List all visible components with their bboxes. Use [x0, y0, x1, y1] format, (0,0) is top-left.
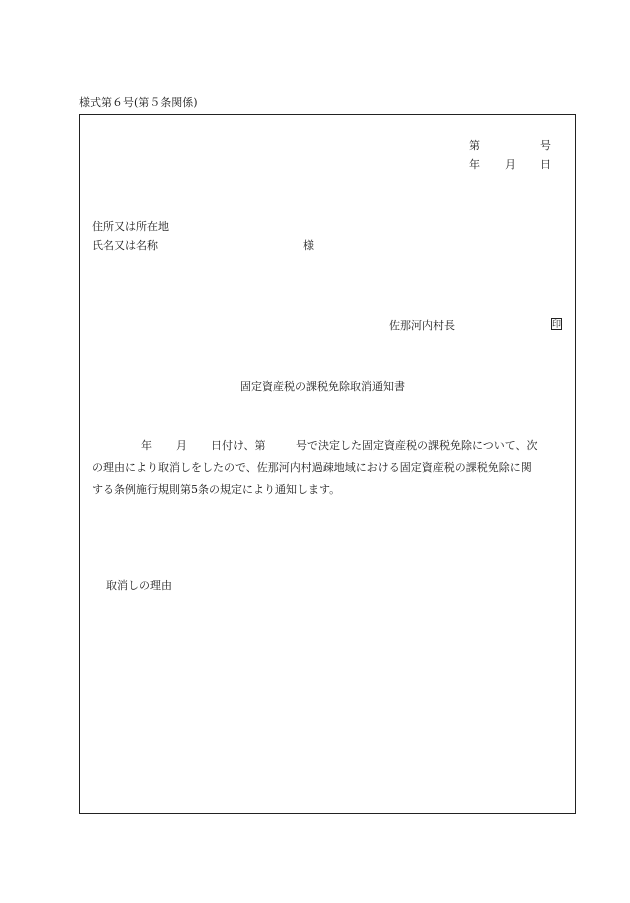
body-line3: する条例施行規則第5条の規定により通知します。 [92, 483, 341, 496]
date-year: 年 [469, 158, 480, 171]
form-number-label: 様式第６号(第５条関係) [79, 96, 198, 109]
reason-label: 取消しの理由 [106, 579, 172, 592]
issuer-title: 佐那河内村長 [389, 319, 455, 332]
date-month: 月 [505, 158, 516, 171]
body-date-suffix: 日付け、第 [211, 439, 266, 452]
document-number-prefix: 第 [469, 139, 480, 152]
name-label: 氏名又は名称 [92, 239, 158, 252]
date-day: 日 [540, 158, 551, 171]
document-number-suffix: 号 [540, 139, 551, 152]
honorific: 様 [303, 239, 314, 252]
seal-stamp: 印 [552, 320, 562, 330]
address-label: 住所又は所在地 [92, 220, 169, 233]
body-year: 年 [141, 439, 152, 452]
body-line2: の理由により取消しをしたので、佐那河内村過疎地域における固定資産税の課税免除に関 [92, 461, 532, 474]
document-title: 固定資産税の課税免除取消通知書 [240, 380, 405, 393]
body-month: 月 [176, 439, 187, 452]
body-line1-rest: 号で決定した固定資産税の課税免除について、次 [296, 439, 538, 452]
